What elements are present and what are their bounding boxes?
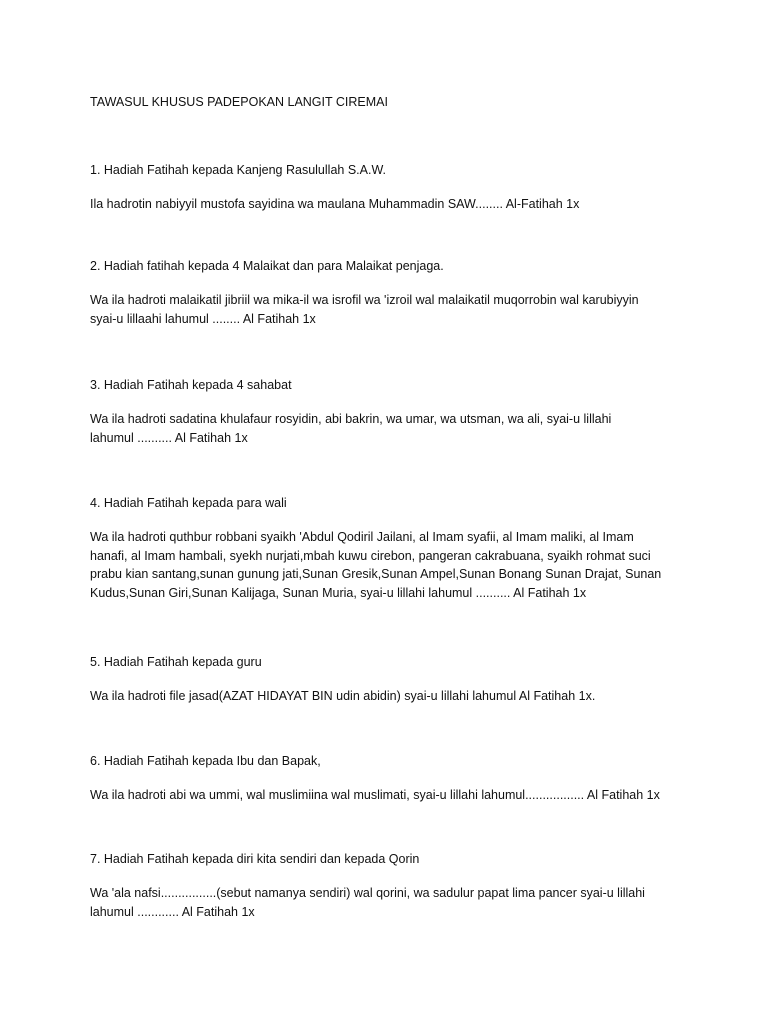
section-heading: 5. Hadiah Fatihah kepada guru xyxy=(90,655,262,669)
section-2 xyxy=(90,258,690,328)
body-line: Wa ila hadroti quthbur robbani syaikh 'Abdul Qodiril Jailani, al Imam syafii, al Imam maliki, al Imam xyxy=(90,530,634,544)
section-3 xyxy=(90,377,690,447)
section-5 xyxy=(90,654,690,706)
section-body xyxy=(90,786,690,805)
body-line: Wa 'ala nafsi................(sebut namanya sendiri) wal qorini, wa sadulur papat lima pancer syai-u lillahi xyxy=(90,886,645,900)
section-heading: 4. Hadiah Fatihah kepada para wali xyxy=(90,496,287,510)
section-heading: 2. Hadiah fatihah kepada 4 Malaikat dan para Malaikat penjaga. xyxy=(90,259,444,273)
body-line: Kudus,Sunan Giri,Sunan Kalijaga, Sunan Muria, syai-u lillahi lahumul .......... Al Fatihah 1x xyxy=(90,585,587,600)
body-line: Wa ila hadroti abi wa ummi, wal muslimiina wal muslimati, syai-u lillahi lahumul................. Al Fatihah 1x xyxy=(90,788,660,802)
body-line: hanafi, al Imam hambali, syekh nurjati,mbah kuwu cirebon, pangeran cakrabuana, syaikh rohmat suci xyxy=(90,548,651,563)
section-4 xyxy=(90,495,690,602)
section-body xyxy=(90,528,690,602)
section-heading: 1. Hadiah Fatihah kepada Kanjeng Rasulullah S.A.W. xyxy=(90,163,387,177)
section-6 xyxy=(90,753,690,805)
body-line: Wa ila hadroti file jasad(AZAT HIDAYAT BIN udin abidin) syai-u lillahi lahumul Al Fatihah 1x. xyxy=(90,689,596,703)
section-body xyxy=(90,291,690,328)
section-body xyxy=(90,410,690,447)
section-heading: 7. Hadiah Fatihah kepada diri kita sendiri dan kepada Qorin xyxy=(90,852,420,866)
section-heading: 6. Hadiah Fatihah kepada Ibu dan Bapak, xyxy=(90,754,321,768)
section-heading: 3. Hadiah Fatihah kepada 4 sahabat xyxy=(90,378,292,392)
body-line: Wa ila hadroti malaikatil jibriil wa mika-il wa isrofil wa 'izroil wal malaikatil muqorrobin wal karubiyyin xyxy=(90,293,639,307)
body-line: lahumul ............ Al Fatihah 1x xyxy=(90,904,255,919)
section-1 xyxy=(90,162,690,214)
body-line: lahumul .......... Al Fatihah 1x xyxy=(90,430,248,445)
section-body xyxy=(90,884,690,921)
section-7 xyxy=(90,851,690,921)
body-line: prabu kian santang,sunan gunung jati,Sunan Gresik,Sunan Ampel,Sunan Bonang Sunan Drajat, Sunan xyxy=(90,567,662,581)
body-line: syai-u lillaahi lahumul ........ Al Fatihah 1x xyxy=(90,311,316,326)
body-line: Ila hadrotin nabiyyil mustofa sayidina wa maulana Muhammadin SAW........ Al-Fatihah 1x xyxy=(90,197,580,211)
document-title: TAWASUL KHUSUS PADEPOKAN LANGIT CIREMAI xyxy=(90,95,388,109)
section-body xyxy=(90,687,690,706)
section-body xyxy=(90,195,690,214)
body-line: Wa ila hadroti sadatina khulafaur rosyidin, abi bakrin, wa umar, wa utsman, wa ali, syai-u lillahi xyxy=(90,412,612,426)
